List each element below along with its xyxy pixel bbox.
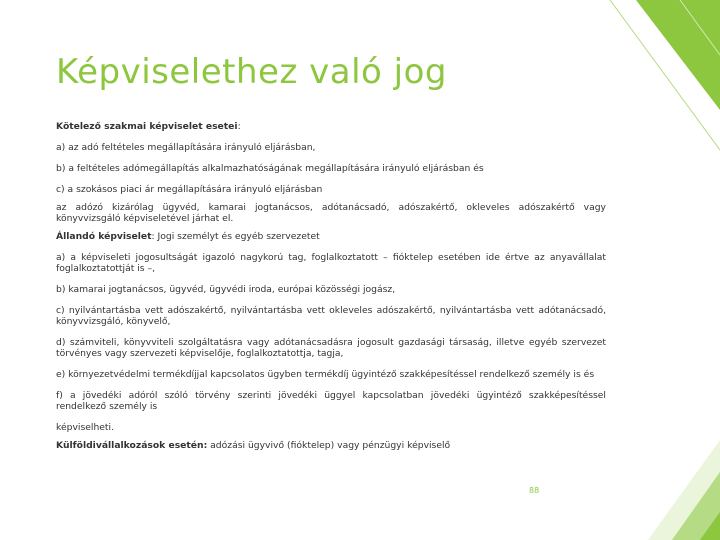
slide-body <box>56 121 606 461</box>
closing-paragraph: képviselheti. <box>56 422 115 433</box>
representative-paragraph: az adózó kizárólag ügyvéd, kamarai jogtanácsos, adótanácsadó, adószakértő, okleveles adószakértő vagy könyvvizsgáló képviseletével járhat el. <box>56 202 606 224</box>
mandatory-representation-heading: Kötelező szakmai képviselet esetei: <box>56 121 241 132</box>
list-item-a: a) a képviseleti jogosultságát igazoló nagykorú tag, foglalkoztatott – fióktelep esetében ide értve az anyavállalat foglalkoztatottját is –, <box>56 252 606 274</box>
list-item-e: e) környezetvédelmi termékdíjjal kapcsolatos ügyben termékdíj ügyintéző szakképesítéssel rendelkező személy is és <box>56 369 595 380</box>
list-item-b: b) kamarai jogtanácsos, ügyvéd, ügyvédi iroda, európai közösségi jogász, <box>56 284 396 295</box>
list-item-c: c) nyilvántartásba vett adószakértő, nyilvántartásba vett okleveles adószakértő, nyilvántartásba vett adótanácsadó, könyvvizsgáló, könyvelő, <box>56 305 606 327</box>
list-item-a: a) az adó feltételes megállapítására irányuló eljárásban, <box>56 142 316 153</box>
list-item-c: c) a szokásos piaci ár megállapítására irányuló eljárásban <box>56 184 323 195</box>
foreign-companies-paragraph: Külföldivállalkozások esetén: adózási ügyvivő (fióktelep) vagy pénzügyi képviselő <box>56 440 451 451</box>
list-item-f: f) a jövedéki adóról szóló törvény szerinti jövedéki üggyel kapcsolatban jövedéki ügyintéző szakképesítéssel rendelkező személy is <box>56 390 606 412</box>
page-number: 88 <box>529 486 540 495</box>
permanent-representation-heading: Állandó képviselet: Jogi személyt és egyéb szervezetet <box>56 231 320 242</box>
list-item-b: b) a feltételes adómegállapítás alkalmazhatóságának megállapítására irányuló eljárásban és <box>56 163 484 174</box>
slide-title: Képviselethez való jog <box>56 52 447 92</box>
list-item-d: d) számviteli, könyvviteli szolgáltatásra vagy adótanácsadásra jogosult gazdasági társaság, illetve egyéb szervezet törvényes vagy szervezeti képviselője, foglalkoztatottja, tagja, <box>56 337 606 359</box>
